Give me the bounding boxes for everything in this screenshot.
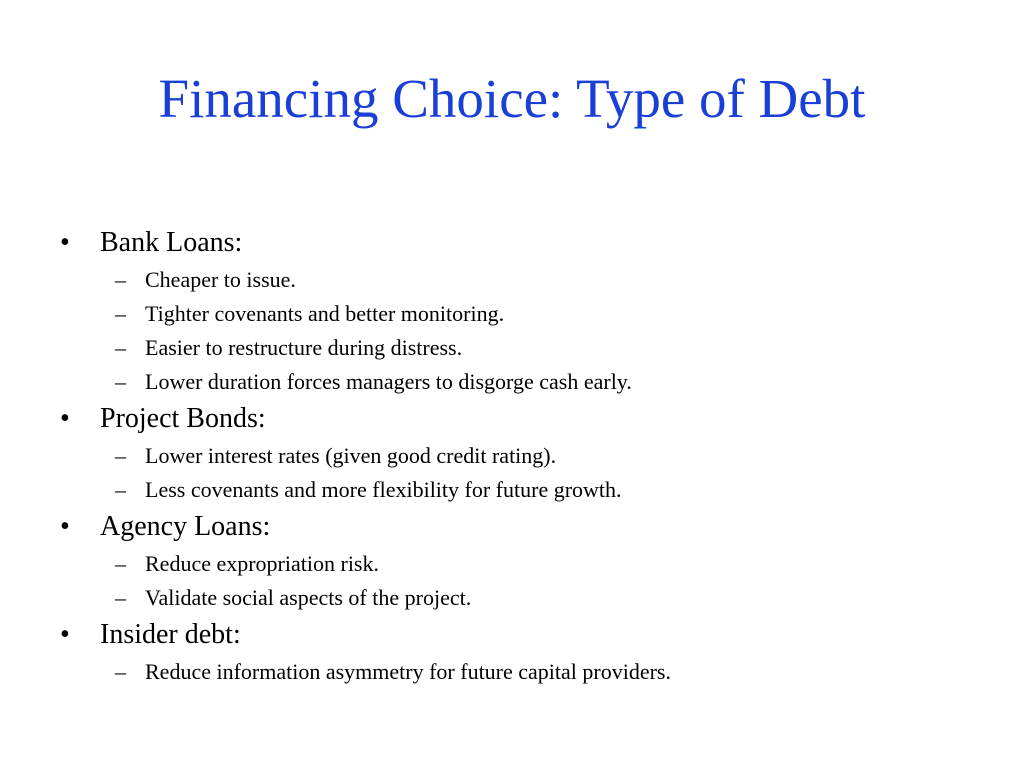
- sub-item-text: Easier to restructure during distress.: [145, 335, 463, 360]
- sub-item: [60, 263, 1000, 297]
- sub-item: [60, 655, 1000, 689]
- sub-item-text: Lower duration forces managers to disgorge cash early.: [145, 369, 632, 394]
- bullet-project-bonds: [60, 399, 1000, 439]
- sub-item-text: Cheaper to issue.: [145, 267, 296, 292]
- bullet-insider-debt: [60, 615, 1000, 655]
- sub-item: [60, 473, 1000, 507]
- sub-item: [60, 547, 1000, 581]
- bullet-label: Agency Loans:: [100, 511, 271, 542]
- dash-icon: –: [115, 335, 126, 360]
- bullet-label: Bank Loans:: [100, 227, 243, 258]
- bullet-icon: •: [60, 619, 70, 650]
- bullet-bank-loans: [60, 223, 1000, 263]
- sub-item: [60, 581, 1000, 615]
- sub-item-text: Lower interest rates (given good credit rating).: [145, 443, 557, 468]
- sub-list: [60, 655, 1000, 689]
- bullet-label: Project Bonds:: [100, 403, 266, 434]
- bullet-label: Insider debt:: [100, 619, 241, 650]
- section-project-bonds: [60, 399, 1000, 507]
- sub-item-text: Reduce expropriation risk.: [145, 551, 379, 576]
- sub-item: [60, 365, 1000, 399]
- dash-icon: –: [115, 585, 126, 610]
- dash-icon: –: [115, 659, 126, 684]
- section-agency-loans: [60, 507, 1000, 615]
- sub-item-text: Validate social aspects of the project.: [145, 585, 472, 610]
- bullet-list: [60, 223, 1000, 689]
- section-insider-debt: [60, 615, 1000, 689]
- bullet-agency-loans: [60, 507, 1000, 547]
- sub-item-text: Reduce information asymmetry for future capital providers.: [145, 659, 671, 684]
- dash-icon: –: [115, 369, 126, 394]
- sub-list: [60, 439, 1000, 507]
- section-bank-loans: [60, 223, 1000, 399]
- sub-item-text: Tighter covenants and better monitoring.: [145, 301, 505, 326]
- sub-item-text: Less covenants and more flexibility for future growth.: [145, 477, 622, 502]
- dash-icon: –: [115, 267, 126, 292]
- sub-list: [60, 263, 1000, 399]
- sub-item: [60, 297, 1000, 331]
- sub-list: [60, 547, 1000, 615]
- bullet-icon: •: [60, 403, 70, 434]
- slide-title: Financing Choice: Type of Debt: [158, 68, 866, 129]
- dash-icon: –: [115, 443, 126, 468]
- dash-icon: –: [115, 477, 126, 502]
- bullet-icon: •: [60, 511, 70, 542]
- bullet-icon: •: [60, 227, 70, 258]
- sub-item: [60, 331, 1000, 365]
- sub-item: [60, 439, 1000, 473]
- dash-icon: –: [115, 301, 126, 326]
- dash-icon: –: [115, 551, 126, 576]
